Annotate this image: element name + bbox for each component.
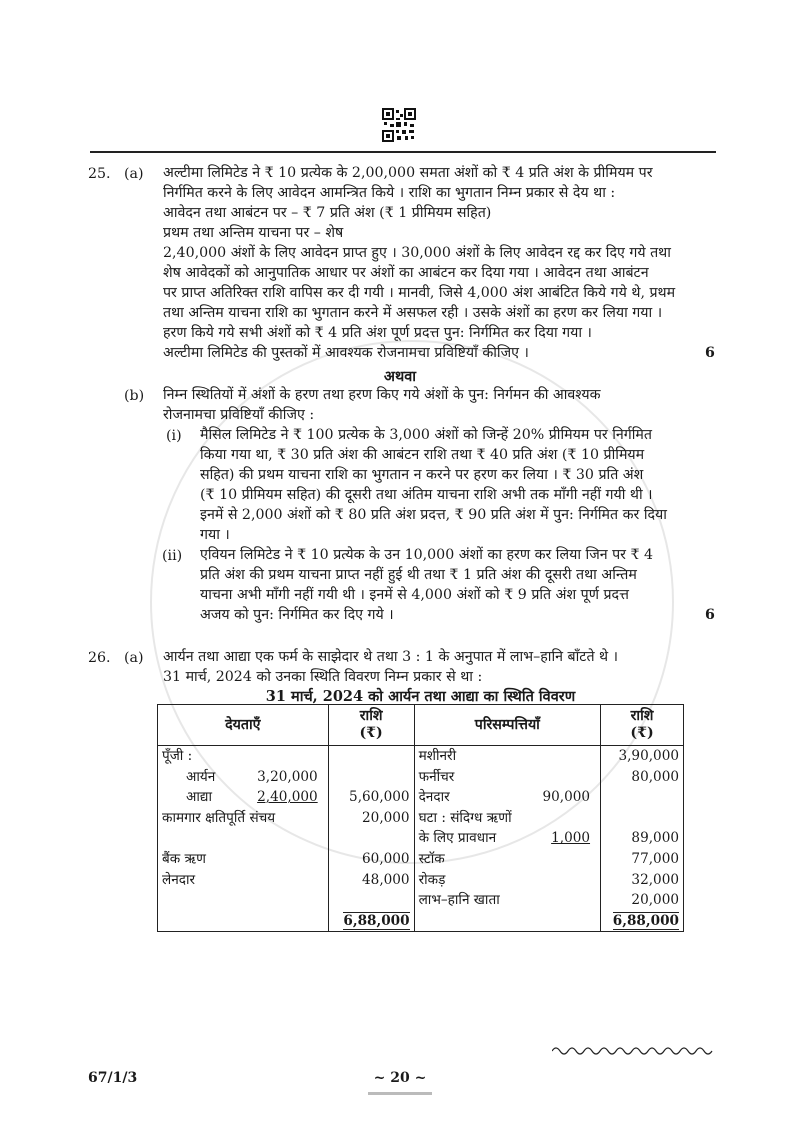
amount-header: राशि (₹) xyxy=(601,705,684,746)
part-label: (a) xyxy=(124,650,144,666)
sub-part-label: (i) xyxy=(166,428,182,444)
cash-amount: 32,000 xyxy=(631,871,679,888)
table-title: 31 मार्च, 2024 को आर्यन तथा आद्या का स्थिति विवरण xyxy=(265,688,576,705)
assets-total: 6,88,000 xyxy=(613,912,679,932)
cash-label: रोकड़ xyxy=(418,871,446,888)
text-line: रोजनामचा प्रविष्टियाँ कीजिए : xyxy=(163,407,315,423)
header-rule xyxy=(90,151,716,153)
page-number-underline xyxy=(368,1092,432,1095)
text-line: 2,40,000 अंशों के लिए आवेदन प्राप्त हुए । 30,000 अंशों के लिए आवेदन रद्द कर दिए गये तथा xyxy=(163,245,671,261)
stock-label: स्टॉक xyxy=(418,850,445,867)
text-line: एवियन लिमिटेड ने ₹ 10 प्रत्येक के उन 10,000 अंशों का हरण कर लिया जिन पर ₹ 4 xyxy=(200,547,654,563)
machinery-amount: 3,90,000 xyxy=(618,748,679,764)
assets-cell xyxy=(414,746,600,932)
wcr-amount: 20,000 xyxy=(362,809,410,826)
text-line: प्रति अंश की प्रथम याचना प्राप्त नहीं हुई थी तथा ₹ 1 प्रति अंश की दूसरी तथा अन्तिम xyxy=(200,567,637,583)
assets-header: परिसम्पत्तियाँ xyxy=(414,705,600,746)
text-line: याचना अभी माँगी नहीं गयी थी । इनमें से 4,000 अंशों को ₹ 9 प्रति अंश पूर्ण प्रदत्त xyxy=(200,587,629,603)
text-line: सहित) की प्रथम याचना राशि का भुगतान न करने पर हरण कर लिया । ₹ 30 प्रति अंश xyxy=(200,467,644,483)
or-divider: अथवा xyxy=(383,368,417,385)
text-line: निम्न स्थितियों में अंशों के हरण तथा हरण किए गये अंशों के पुन: निर्गमन की आवश्यक xyxy=(163,387,601,403)
question-number: 26. xyxy=(88,650,111,666)
text-line: 31 मार्च, 2024 को उनका स्थिति विवरण निम्न प्रकार से था : xyxy=(163,669,483,685)
bank-loan-amount: 60,000 xyxy=(362,850,410,867)
liabilities-cell xyxy=(158,746,329,932)
part-label: (a) xyxy=(124,166,144,182)
question-number: 25. xyxy=(88,166,111,182)
part-label: (b) xyxy=(124,388,145,404)
text-line: अल्टीमा लिमिटेड की पुस्तकों में आवश्यक रोजनामचा प्रविष्टियाँ कीजिए । xyxy=(163,345,529,361)
adya-row: आद्या 2,40,000 xyxy=(186,789,318,806)
text-line: किया गया था, ₹ 30 प्रति अंश की आबंटन राशि तथा ₹ 40 प्रति अंश (₹ 10 प्रीमियम xyxy=(200,447,645,463)
text-line: अल्टीमा लिमिटेड ने ₹ 10 प्रत्येक के 2,00,000 समता अंशों को ₹ 4 प्रति अंश के प्रीमियम पर xyxy=(163,165,653,181)
liabilities-header: देयताएँ xyxy=(158,705,329,746)
provision-label: घटा : संदिग्ध ऋणों xyxy=(418,809,512,826)
text-line: तथा अन्तिम याचना राशि का भुगतान करने में असफल रही । उसके अंशों का हरण कर लिया गया । xyxy=(163,305,663,321)
furniture-label: फर्नीचर xyxy=(418,768,455,785)
marks: 6 xyxy=(705,607,715,623)
text-line: हरण किये गये सभी अंशों को ₹ 4 प्रति अंश पूर्ण प्रदत्त पुन: निर्गमित कर दिया गया । xyxy=(163,325,592,341)
creditors-label: लेनदार xyxy=(162,871,196,888)
text-line: गया । xyxy=(200,527,230,543)
paper-code: 67/1/3 xyxy=(88,1070,138,1086)
provision-row: के लिए प्रावधान 1,000 xyxy=(418,830,591,847)
text-line: प्रथम तथा अन्तिम याचना पर – शेष xyxy=(163,225,344,241)
machinery-label: मशीनरी xyxy=(418,748,457,764)
sub-part-label: (ii) xyxy=(162,548,183,564)
liabilities-total: 6,88,000 xyxy=(343,912,409,932)
text-line: आवेदन तथा आबंटन पर – ₹ 7 प्रति अंश (₹ 1 प्रीमियम सहित) xyxy=(163,205,492,221)
pl-label: लाभ–हानि खाता xyxy=(418,892,500,909)
pl-amount: 20,000 xyxy=(631,892,679,909)
text-line: इनमें से 2,000 अंशों को ₹ 80 प्रति अंश प्रदत्त, ₹ 90 प्रति अंश में पुन: निर्गमित कर दिया xyxy=(200,507,667,523)
stock-amount: 77,000 xyxy=(631,850,679,867)
marks: 6 xyxy=(705,345,715,361)
net-debtors-amount: 89,000 xyxy=(631,830,679,847)
balance-sheet-table xyxy=(157,704,684,932)
qr-code-icon xyxy=(382,108,416,142)
text-line: मैसिल लिमिटेड ने ₹ 100 प्रत्येक के 3,000 अंशों को जिन्हें 20% प्रीमियम पर निर्गमित xyxy=(200,427,653,443)
capital-total: 5,60,000 xyxy=(349,789,410,806)
liabilities-amount-cell xyxy=(328,746,414,932)
text-line: निर्गमित करने के लिए आवेदन आमन्त्रित किये । राशि का भुगतान निम्न प्रकार से देय था : xyxy=(163,185,616,201)
wavy-line-icon xyxy=(552,1045,717,1057)
text-line: शेष आवेदकों को आनुपातिक आधार पर अंशों का आबंटन कर दिया गया । आवेदन तथा आबंटन xyxy=(163,265,649,281)
assets-amount-cell xyxy=(601,746,684,932)
aryan-row: आर्यन 3,20,000 xyxy=(186,768,318,785)
text-line: आर्यन तथा आद्या एक फर्म के साझेदार थे तथा 3 : 1 के अनुपात में लाभ–हानि बाँटते थे । xyxy=(163,649,618,665)
table-header-row xyxy=(158,705,684,746)
page-number: ~ 20 ~ xyxy=(373,1070,427,1086)
capital-label: पूँजी : xyxy=(162,748,193,764)
debtors-row: देनदार 90,000 xyxy=(418,789,591,806)
bank-loan-label: बैंक ऋण xyxy=(162,850,206,867)
furniture-amount: 80,000 xyxy=(631,768,679,785)
table-body-row xyxy=(158,746,684,932)
text-line: (₹ 10 प्रीमियम सहित) की दूसरी तथा अंतिम याचना राशि अभी तक माँगी नहीं गयी थी । xyxy=(200,487,653,503)
creditors-amount: 48,000 xyxy=(362,871,410,888)
text-line: अजय को पुन: निर्गमित कर दिए गये । xyxy=(200,607,394,623)
wcr-label: कामगार क्षतिपूर्ति संचय xyxy=(162,809,276,826)
text-line: पर प्राप्त अतिरिक्त राशि वापिस कर दी गयी । मानवी, जिसे 4,000 अंश आबंटित किये गये थे, प्रथम xyxy=(163,285,676,301)
amount-header: राशि (₹) xyxy=(328,705,414,746)
